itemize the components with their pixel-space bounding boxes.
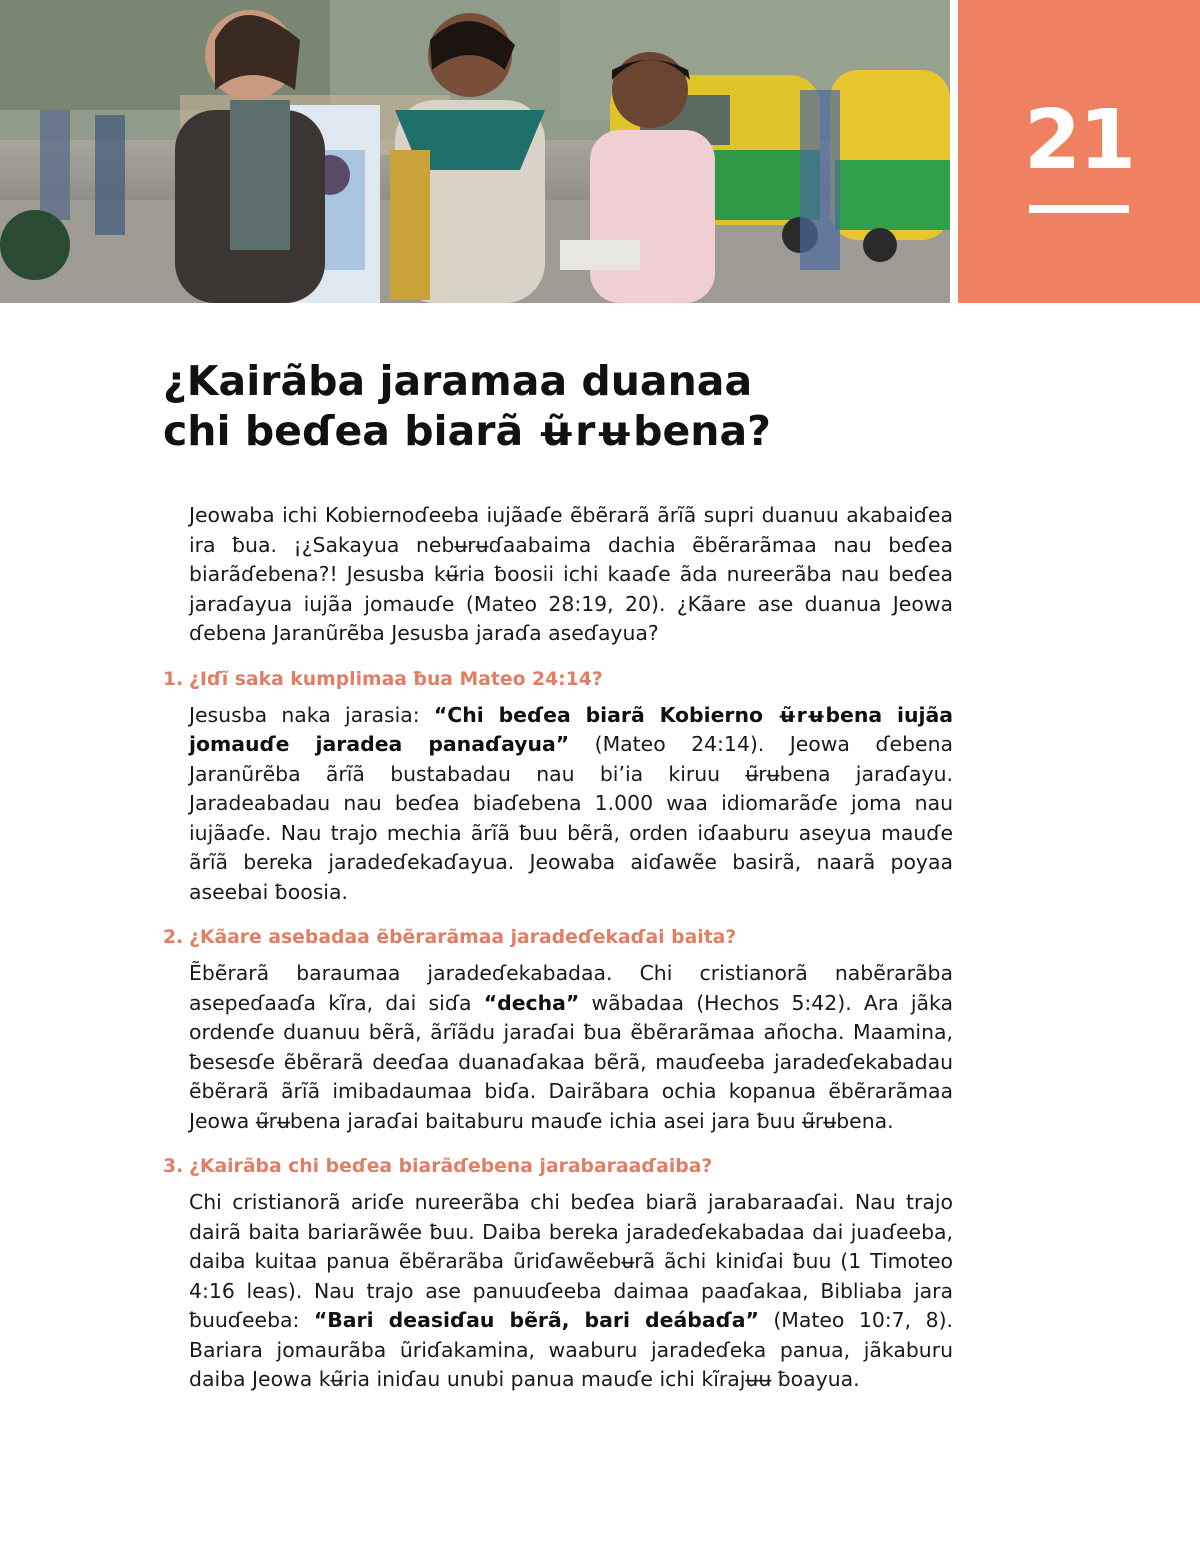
scripture-quote: “Bari deasiɗau bẽrã, bari deábaɗa” xyxy=(313,1308,759,1332)
section-1 xyxy=(163,667,953,908)
paragraph-text: Jesusba naka jarasia: xyxy=(189,702,434,727)
lesson-number-underline xyxy=(1029,205,1129,213)
header-photo xyxy=(0,0,950,303)
lesson-number: 21 xyxy=(1023,93,1135,188)
answer-paragraph xyxy=(189,1188,953,1395)
question-text: ¿Kairãba chi beɗea biarãɗebena jarabaraaɗaiba? xyxy=(189,1156,713,1177)
lesson-badge xyxy=(958,0,1200,303)
answer-paragraph xyxy=(189,701,953,908)
answer-paragraph xyxy=(189,959,953,1136)
paragraph-text: Ẽbẽrarã baraumaa jaradeɗekabadaa. Chi cristianorã nabẽrarãba asepeɗaaɗa kĩra, dai siɗa xyxy=(189,961,953,1015)
paragraph-text: wãbadaa (Hechos 5:42). Ara jãka ordenɗe duanuu bẽrã, ãrĩãdu jaraɗai ƀua ẽbẽrarãmaa añocha. Maamina, ƀesesɗe ẽbẽrarã deeɗaa duanaɗakaa bẽrã, mauɗeeba jaradeɗekabadau ẽbẽrarã ãrĩã imibadaumaa biɗa. Dairãbara ochia kopanua ẽbẽrarãmaa Jeowa ʉ̃rʉbena jaraɗai baitaburu mauɗe ichia asei jara ƀuu ʉ̃rʉbena. xyxy=(189,990,953,1133)
paragraph-text: (Mateo 24:14). Jeowa ɗebena Jaranũrẽba ãrĩã bustabadau nau bi’ia kiruu ʉ̃rʉbena jaraɗayu. Jaradeabadau nau beɗea biaɗebena 1.000 waa idiomarãɗe joma nau iujãaɗe. Nau trajo mechia ãrĩã ƀuu bẽrã, orden iɗaaburu aseyua mauɗe ãrĩã bereka jaradeɗekaɗayua. Jeowaba aiɗawẽe basirã, naarã poyaa aseebai ƀoosia. xyxy=(189,732,953,904)
section-3 xyxy=(163,1154,953,1395)
question-heading xyxy=(163,667,953,693)
question-text: ¿Kãare asebadaa ẽbẽrarãmaa jaradeɗekaɗai baita? xyxy=(189,927,737,948)
lesson-title xyxy=(163,356,923,456)
question-text: ¿Iɗĩ saka kumplimaa ƀua Mateo 24:14? xyxy=(189,668,603,690)
paragraph-text: Chi cristianorã ariɗe nureerãba chi beɗea biarã jarabaraaɗai. Nau trajo dairã baita bariarãwẽe ƀuu. Daiba bereka jaradeɗekabadaa dai juaɗeeba, daiba kuitaa panua ẽbẽrarãba ũriɗawẽebʉrã ãchi kiniɗai ƀuu (1 Timoteo 4:16 leas). Nau trajo ase panuuɗeeba daimaa paaɗakaa, Bibliaba jara ƀuuɗeeba: xyxy=(189,1190,953,1332)
question-heading xyxy=(163,1154,953,1180)
street-scene-illustration xyxy=(0,0,950,303)
scripture-quote: “decha” xyxy=(483,990,580,1015)
lesson-title-line-1: ¿Kairãba jaramaa duanaa xyxy=(163,357,753,405)
auto-rickshaw-right xyxy=(830,70,950,262)
paragraph-text: (Mateo 10:7, 8). Bariara jomaurãba ũriɗakamina, waaburu jaradeɗeka panua, jãkaburu daiba Jeowa kʉ̃ria iniɗau unubi panua mauɗe ichi kĩrajʉʉ ƀoayua. xyxy=(189,1308,954,1391)
section-2 xyxy=(163,925,953,1136)
scripture-quote: “Chi beɗea biarã Kobierno ʉ̃rʉbena iujãa jomauɗe jaradea panaɗayua” xyxy=(189,702,953,756)
intro-paragraph: Jeowaba ichi Kobiernoɗeeba iujãaɗe ẽbẽrarã ãrĩã supri duanuu akabaiɗea ira ƀua. ¡¿Sakayua nebʉrʉɗaabaima dachia ẽbẽrarãmaa nau beɗea biarãɗebena?! Jesusba kʉ̃ria ƀoosii ichi kaaɗe ãda nureerãba nau beɗea jaraɗayua iujãa jomauɗe (Mateo 28:19, 20). ¿Kãare ase duanua Jeowa ɗebena Jaranũrẽba Jesusba jaraɗa aseɗayua? xyxy=(189,503,953,645)
question-number: 2. xyxy=(163,927,184,948)
lesson-content xyxy=(163,501,953,1395)
question-number: 1. xyxy=(163,668,184,690)
question-number: 3. xyxy=(163,1156,184,1177)
lesson-title-line-2: chi beɗea biarã ʉ̃rʉbena? xyxy=(163,407,771,455)
question-heading xyxy=(163,925,953,951)
